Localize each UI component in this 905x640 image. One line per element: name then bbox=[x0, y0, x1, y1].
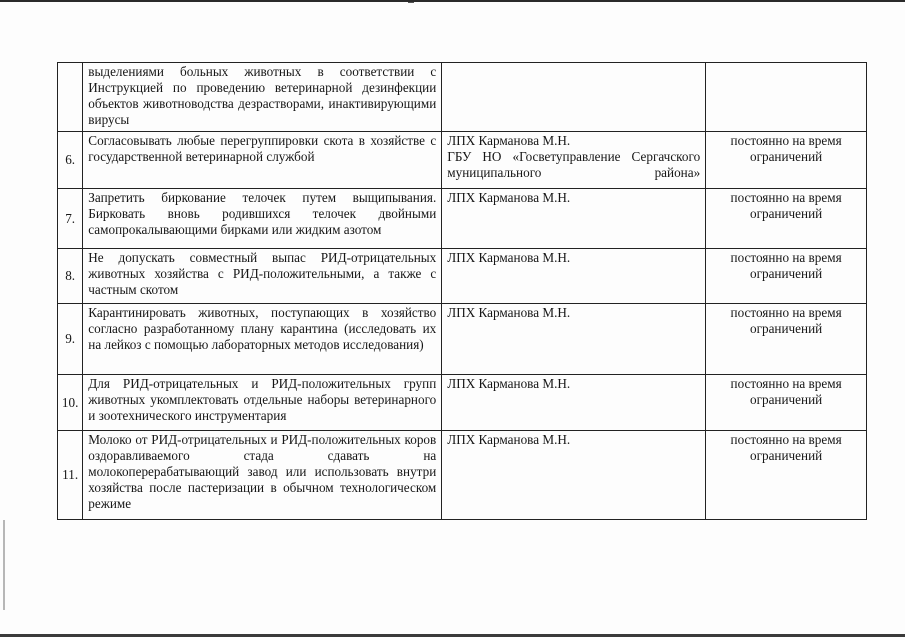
table-row bbox=[58, 375, 867, 431]
measure-text: выделениями больных животных в соответствии с Инструкцией по проведению ветеринарной дезинфекции объектов животноводства дезрастворами, инактивирующими вирусы bbox=[83, 63, 442, 132]
term-text: постоянно на время ограничений bbox=[706, 249, 867, 304]
measure-text: Карантинировать животных, поступающих в хозяйство согласно разработанному плану карантина (исследовать их на лейкоз с помощью лабораторных методов исследования) bbox=[83, 304, 442, 375]
measures-table bbox=[57, 62, 867, 520]
row-number: 7. bbox=[58, 189, 83, 249]
scan-edge-bottom bbox=[0, 634, 905, 637]
responsible-text: ЛПХ Карманова М.Н. bbox=[442, 304, 706, 375]
responsible-cell bbox=[442, 132, 706, 189]
responsible-text: ЛПХ Карманова М.Н. bbox=[447, 133, 571, 148]
scan-edge-top bbox=[0, 0, 905, 2]
term-text: постоянно на время ограничений bbox=[706, 132, 867, 189]
row-number: 8. bbox=[58, 249, 83, 304]
row-number: 9. bbox=[58, 304, 83, 375]
term-text: постоянно на время ограничений bbox=[706, 431, 867, 520]
row-number: 11. bbox=[58, 431, 83, 520]
row-number: 10. bbox=[58, 375, 83, 431]
responsible-text: ЛПХ Карманова М.Н. bbox=[442, 375, 706, 431]
table-row bbox=[58, 304, 867, 375]
row-number bbox=[58, 63, 83, 132]
measure-text: Не допускать совместный выпас РИД-отрицательных животных хозяйства с РИД-положительными, а также с частным скотом bbox=[83, 249, 442, 304]
responsible-text: ЛПХ Карманова М.Н. bbox=[442, 431, 706, 520]
table-row bbox=[58, 132, 867, 189]
responsible-text-org: ГБУ НО «Госветуправление Сергачского муниципального района» bbox=[447, 149, 701, 180]
measure-text: Молоко от РИД-отрицательных и РИД-положительных коров оздоравливаемого стада сдавать на молокоперерабатывающий завод или использовать внутри хозяйства после пастеризации в обычном технологическом режиме bbox=[83, 431, 442, 520]
measure-text: Для РИД-отрицательных и РИД-положительных групп животных укомплектовать отдельные наборы ветеринарного и зоотехнического инструментария bbox=[83, 375, 442, 431]
responsible-text bbox=[442, 63, 706, 132]
responsible-text: ЛПХ Карманова М.Н. bbox=[442, 249, 706, 304]
measure-text: Согласовывать любые перегруппировки скота в хозяйстве с государственной ветеринарной службой bbox=[83, 132, 442, 189]
table-row bbox=[58, 189, 867, 249]
term-text: постоянно на время ограничений bbox=[706, 189, 867, 249]
table-row bbox=[58, 431, 867, 520]
scan-artifact-tick bbox=[408, 2, 414, 3]
measure-text: Запретить биркование телочек путем выщипывания. Бирковать вновь родившихся телочек двойными самопрокалывающими бирками или жидким азотом bbox=[83, 189, 442, 249]
scan-artifact-left bbox=[3, 520, 5, 610]
term-text: постоянно на время ограничений bbox=[706, 375, 867, 431]
responsible-text: ЛПХ Карманова М.Н. bbox=[442, 189, 706, 249]
row-number: 6. bbox=[58, 132, 83, 189]
table-row bbox=[58, 249, 867, 304]
term-text bbox=[706, 63, 867, 132]
table-row bbox=[58, 63, 867, 132]
term-text: постоянно на время ограничений bbox=[706, 304, 867, 375]
